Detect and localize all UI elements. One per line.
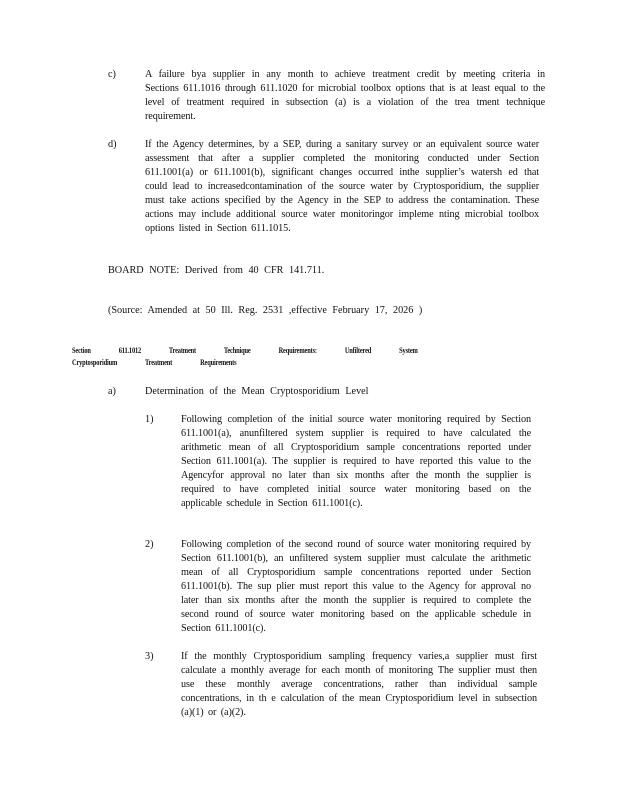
subsection-a-label: a) (108, 386, 116, 397)
section-heading-row2: Cryptosporidium Treatment Requirements (72, 358, 237, 367)
para-d-text: If the Agency determines, by a SEP, during a sanitary survey or an equivalent source water assessment that after a supplier completed the monitoring conducted under Section 611.1001(a) or 611.1001(b), significant changes occurred inthe supplier’s watersh ed that could lead to increasedcontamination of the source water by Cryptosporidium, the supplier must take actions specified by the Agency in the SEP to address the contamination. These actions may include additional source water monitoringor impleme nting microbial toolbox options listed in Section 611.1015. (145, 139, 539, 234)
item-2-text: Following completion of the second round of source water monitoring required by Section 611.1001(b), an unfiltered system supplier must calculate the arithmetic mean of all Cryptosporidium sample concentrations reported under Section 611.1001(b). The sup plier must report this value to the Agency for approval no later than six months after the month the supplier is required to complete the second round of source water monitoring based on the applicable schedule in Section 611.1001(c). (181, 539, 531, 634)
item-1-text: Following completion of the initial source water monitoring required by Section 611.1001(a), anunfiltered system supplier is required to have calculated the arithmetic mean of all Cryptosporidium sample concentrations reported under Section 611.1001(a). The supplier is required to have reported this value to the Agencyfor approval no later than six months after the month the supplier is required to have completed initial source water monitoring based on the applicable schedule in Section 611.1001(c). (181, 414, 531, 509)
item-2-label: 2) (145, 539, 154, 550)
item-3-label: 3) (145, 651, 154, 662)
item-3-text: If the monthly Cryptosporidium sampling frequency varies,a supplier must first calculate a monthly average for each month of monitoring The supplier must then use these monthly average concentrations, rather than individual sample concentrations, in th e calculation of the mean Cryptosporidium level in subsection (a)(1) or (a)(2). (181, 651, 537, 718)
item-1-label: 1) (145, 414, 154, 425)
para-c-label: c) (108, 69, 116, 80)
source-note: (Source: Amended at 50 Ill. Reg. 2531 ,effective February 17, 2026 ) (108, 305, 423, 316)
subsection-a-title: Determination of the Mean Cryptosporidium Level (145, 386, 369, 397)
para-c-text: A failure bya supplier in any month to achieve treatment credit by meeting criteria in Sections 611.1016 through 611.1020 for microbial toolbox options that is at least equal to the level of treatment required in subsection (a) is a violation of the trea tment technique requirement. (145, 69, 545, 122)
board-note: BOARD NOTE: Derived from 40 CFR 141.711. (108, 265, 325, 276)
para-d-label: d) (108, 139, 117, 150)
section-heading-row1: Section 611.1012 Treatment Technique Requirements: Unfiltered System (72, 346, 418, 355)
